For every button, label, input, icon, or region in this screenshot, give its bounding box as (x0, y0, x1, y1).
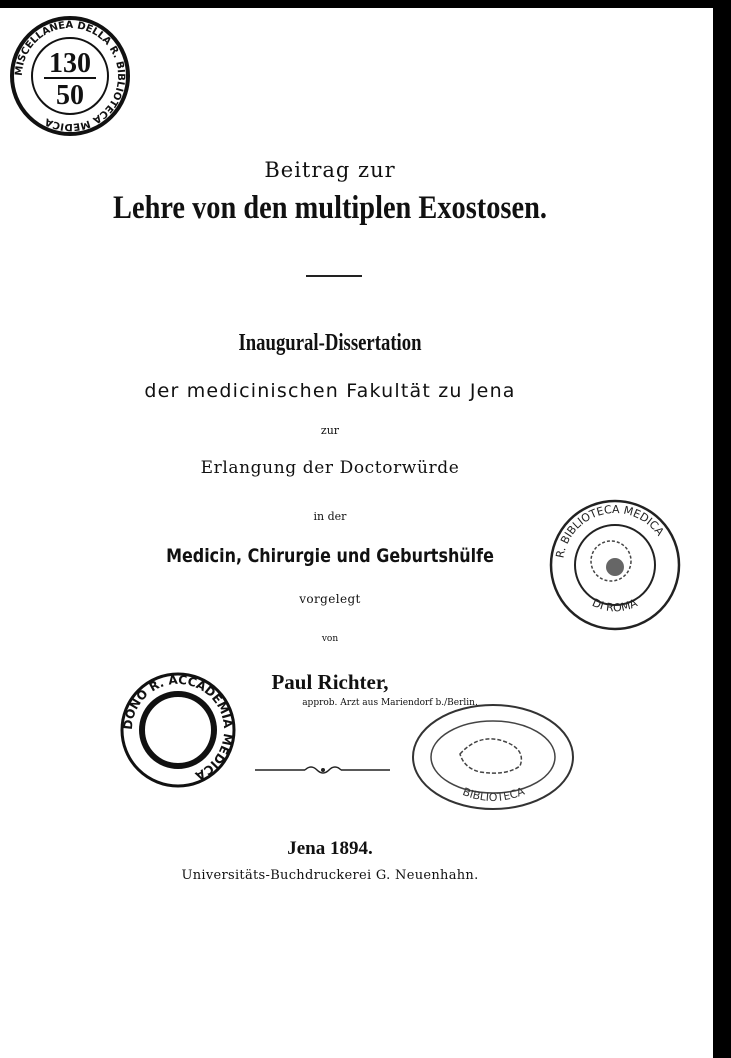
von-line: von (321, 634, 339, 644)
shelfmark-number-top: 130 (49, 48, 91, 79)
shelfmark-stamp (8, 14, 132, 138)
scan-border-top (0, 0, 731, 8)
printer-line: Universitäts-Buchdruckerei G. Neuenhahn. (181, 868, 479, 883)
oval-stamp-text: BIBLIOTECA (460, 784, 527, 805)
shelfmark-number-bottom: 50 (56, 80, 84, 111)
title-divider (306, 275, 362, 277)
author-name: Paul Richter, (271, 670, 389, 694)
dono-ring-text: DONO R. ACCADEMIA MEDICA (120, 672, 236, 784)
title-intro: Beitrag zur (264, 158, 396, 182)
main-title: Lehre von den multiplen Exostosen. (113, 190, 547, 226)
fields-line: Medicin, Chirurgie und Geburtshülfe (166, 545, 494, 567)
place-year: Jena 1894. (287, 838, 373, 859)
biblioteca-ring-text: R. BIBLIOTECA MEDICA (553, 502, 667, 560)
degree-line: Erlangung der Doctorwürde (200, 458, 460, 478)
author-detail: approb. Arzt aus Mariendorf b./Berlin. (302, 698, 478, 708)
dissertation-heading: Inaugural-Dissertation (238, 330, 422, 356)
biblioteca-bottom-text: DI ROMA (590, 596, 640, 615)
dono-accademia-stamp (118, 670, 238, 790)
biblioteca-medica-stamp (547, 497, 683, 633)
scan-border-right (713, 0, 731, 1058)
vorgelegt-line: vorgelegt (299, 592, 361, 606)
shelfmark-ring-text: MISCELLANEA DELLA R. BIBLIOTECA MEDICA (13, 19, 127, 133)
faculty-line: der medicinischen Fakultät zu Jena (144, 380, 516, 402)
ornament-divider (255, 762, 390, 778)
zur-line: zur (320, 424, 340, 437)
svg-text:BIBLIOTECA (461, 785, 527, 804)
in-der-line: in der (313, 510, 347, 523)
biblioteca-oval-stamp (410, 702, 576, 812)
svg-text:DI ROMA (590, 596, 640, 614)
